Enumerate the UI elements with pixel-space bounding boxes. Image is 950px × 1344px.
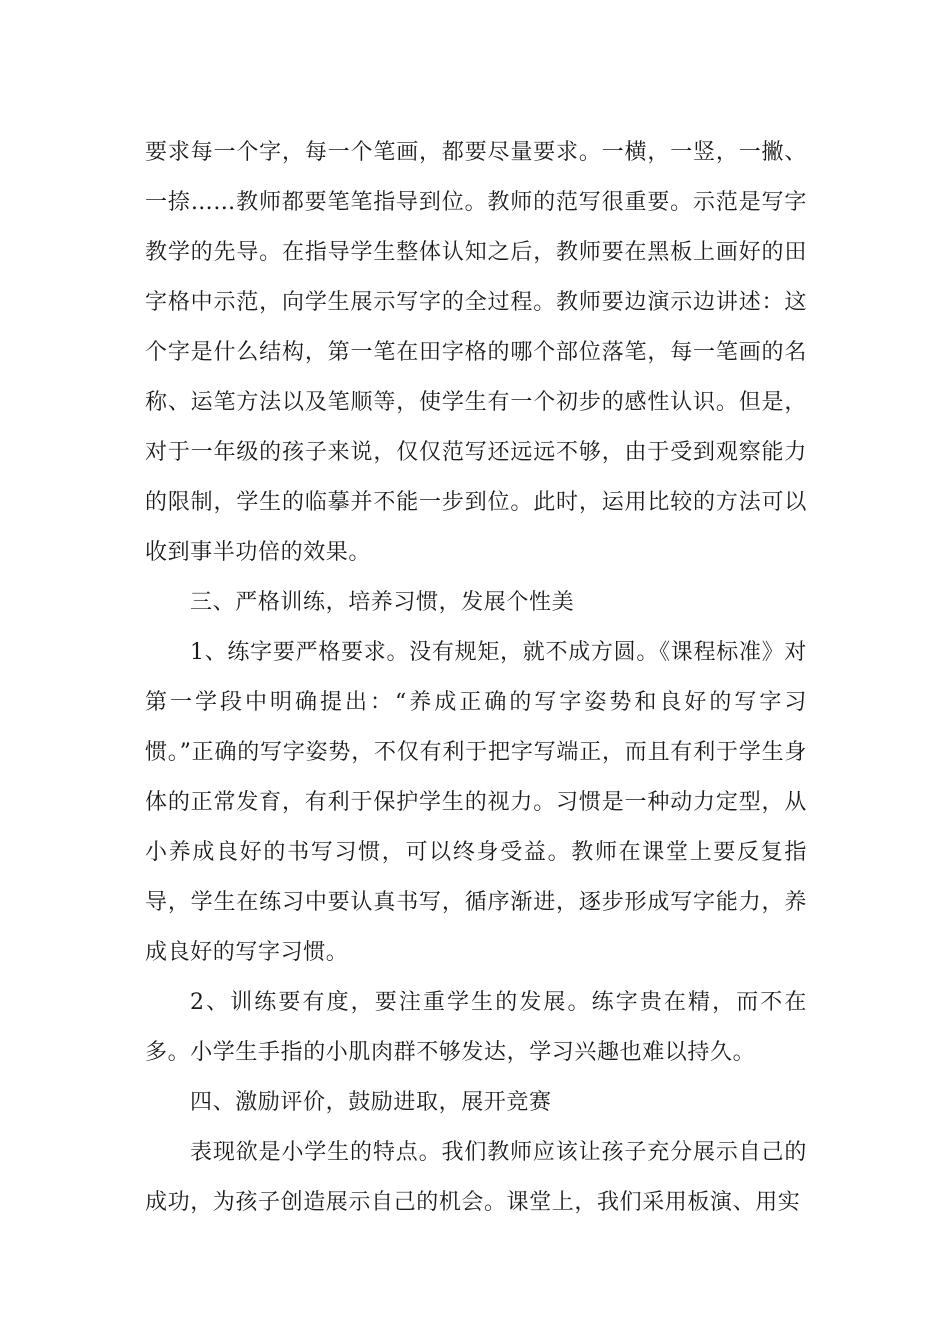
paragraph-strict-requirements: 1、练字要严格要求。没有规矩，就不成方圆。《课程标准》对第一学段中明确提出：“养成正确的写字姿势和良好的写字习惯。”正确的写字姿势，不仅有利于把字写端正，而且有利于学生身体的正常发育，有利于保护学生的视力。习惯是一种动力定型，从小养成良好的书写习惯，可以终身受益。教师在课堂上要反复指导，学生在练习中要认真书写，循序渐进，逐步形成写字能力，养成良好的写字习惯。 xyxy=(145,640,807,965)
paragraph-expression-desire: 表现欲是小学生的特点。我们教师应该让孩子充分展示自己的成功，为孩子创造展示自己的机会。课堂上，我们采用板演、用实 xyxy=(145,1140,807,1215)
section-heading-four: 四、激励评价，鼓励进取，展开竞赛 xyxy=(190,1090,552,1115)
paragraph-continuation: 要求每一个字，每一个笔画，都要尽量要求。一横，一竖，一撇、一捺……教师都要笔笔指导到位。教师的范写很重要。示范是写字教学的先导。在指导学生整体认知之后，教师要在黑板上画好的田字格中示范，向学生展示写字的全过程。教师要边演示边讲述：这个字是什么结构，第一笔在田字格的哪个部位落笔，每一笔画的名称、运笔方法以及笔顺等，使学生有一个初步的感性认识。但是，对于一年级的孩子来说，仅仅范写还远远不够，由于受到观察能力的限制，学生的临摹并不能一步到位。此时，运用比较的方法可以收到事半功倍的效果。 xyxy=(145,140,807,565)
document-body xyxy=(145,128,807,1228)
paragraph-training-degree: 2、训练要有度，要注重学生的发展。练字贵在精，而不在多。小学生手指的小肌肉群不够发达，学习兴趣也难以持久。 xyxy=(145,990,807,1065)
section-heading-three: 三、严格训练，培养习惯，发展个性美 xyxy=(190,590,575,615)
